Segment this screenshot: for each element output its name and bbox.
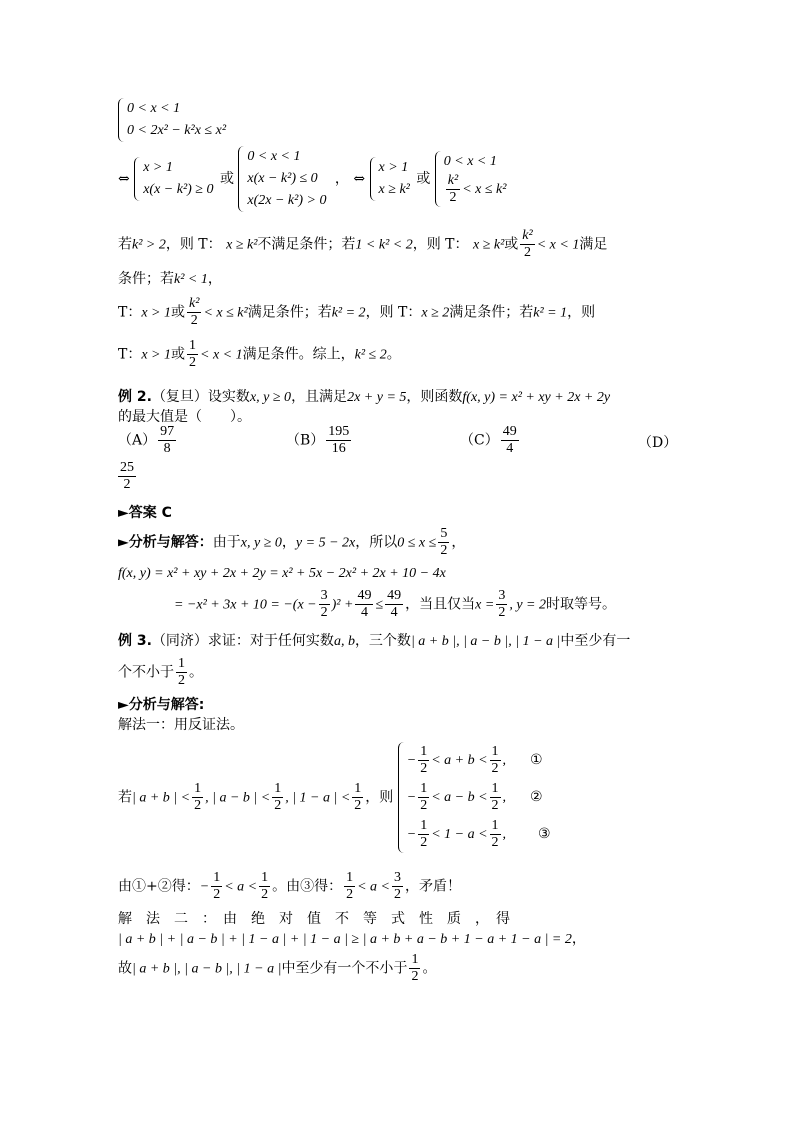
text-ex2-an1c: ，	[281, 534, 296, 551]
ineq-row-1	[407, 742, 551, 779]
fraction	[446, 173, 460, 206]
text-ex3-half-0: 1	[491, 744, 499, 760]
text-ex3-half-1: 2	[491, 835, 499, 851]
text-ex2-text4: 的最大值是（ ）。	[118, 409, 251, 425]
left-brace	[118, 98, 126, 142]
example-2-analysis-3	[174, 588, 616, 621]
text-case-lines-l4g: 。	[386, 346, 401, 363]
fraction	[418, 744, 429, 777]
text-ex3-rows-0-t: ,	[502, 753, 507, 768]
text-equiv-or2: 或	[416, 171, 431, 187]
example-2-analysis-2	[118, 562, 446, 585]
ineq-row-3	[407, 816, 551, 853]
text-case-lines-l4d: < x < 1	[200, 347, 243, 363]
text-ex3-v1: a, b	[333, 634, 355, 649]
text-ex3-m1: 解法一：用反证法。	[118, 717, 244, 733]
text-ex3-m2b: | a + b | + | a − b | + | 1 − a | + | 1 − a | ≥ | a + b + a − b + 1 − a + 1 − a | = 2	[118, 932, 572, 947]
text-ex3-d1a: 由①+②得：	[118, 878, 200, 895]
fraction	[490, 744, 501, 777]
text-ex3-half-1: 2	[411, 969, 419, 984]
option-a	[118, 424, 178, 457]
text-case-lines-l3a: T：	[118, 304, 142, 321]
ineq-row-2	[407, 779, 551, 816]
text-ex2-opts-2-num: 49	[502, 424, 517, 439]
fraction	[158, 424, 176, 457]
text-ex3-rows-2-m: < 1 − a <	[431, 827, 488, 842]
system-b	[238, 146, 326, 212]
text-case-lines-l4e: 满足条件。综上，	[242, 346, 355, 363]
text-ex2-an1a: 由于	[212, 534, 241, 551]
text-ex3-m3c: 中至少有一个不小于	[281, 960, 408, 977]
text-case-lines-l1g: ，则 T：	[412, 236, 469, 253]
text-ex3-half-1: 2	[420, 761, 428, 777]
system-d	[435, 151, 507, 207]
text-ex3-m2: 解 法 二 ： 由 绝 对 值 不 等 式 性 质 ， 得	[118, 911, 510, 927]
text-ex2-an3d2: 4	[360, 605, 368, 620]
text-ex3-v2: | a + b |, | a − b |, | 1 − a |	[410, 634, 561, 649]
text-ex2-an3n1: 3	[320, 588, 328, 603]
text-case-lines-l4num: 1	[189, 338, 197, 353]
text-equiv-sys-d-tail: < x ≤ k²	[462, 182, 507, 197]
text-case-lines-l2b: k² < 1	[174, 272, 208, 287]
text-case-lines-l3g: ，则 T：	[365, 304, 422, 321]
text-ex3-half-1: 2	[261, 887, 269, 902]
text-ex2-an3n2: 49	[357, 588, 372, 603]
text-ex2-v2: 2x + y = 5	[347, 390, 407, 405]
text-ex3-if-c: , | a − b | <	[205, 790, 271, 806]
text-ex3-half-1: 2	[346, 887, 354, 902]
text-case-lines-l4b: x > 1	[141, 347, 172, 363]
text-case-lines-l1a: 若	[118, 236, 132, 253]
fraction	[490, 818, 501, 851]
text-case-lines-l2a: 条件；若	[118, 271, 174, 287]
text-ex2-opts-3-num: 25	[120, 460, 134, 475]
text-ex2-v3: f(x, y) = x² + xy + 2x + 2y	[462, 390, 611, 405]
option-d-tag: （D）	[638, 435, 678, 451]
text-case-lines-l1num: k²	[522, 228, 533, 243]
text-equiv-sys-d-row1: 0 < x < 1	[443, 154, 497, 169]
text-ex3-half-1: 2	[491, 761, 499, 777]
text-ex2-answer: ►答案 C	[118, 505, 172, 521]
fraction	[352, 781, 363, 814]
text-equiv-comma: ，	[334, 171, 349, 187]
fraction	[355, 588, 373, 621]
text-ex2-an3f: , y = 2	[509, 597, 546, 613]
text-ex3-m3d: 。	[422, 960, 437, 977]
left-brace	[370, 157, 378, 201]
example-3-label: 例 3.	[118, 633, 152, 649]
text-equiv-sys-a-1: x(x − k²) ≥ 0	[143, 182, 214, 197]
text-equiv-sys-b-2: x(2x − k²) > 0	[247, 193, 327, 208]
text-ex2-an1e: ，所以	[355, 534, 398, 551]
text-case-lines-l4f: k² ≤ 2	[354, 347, 387, 363]
text-case-lines-l2c: ，	[207, 271, 222, 287]
text-ex2-an3g: 时取等号。	[545, 596, 616, 613]
text-ex3-half-1: 2	[394, 887, 401, 902]
text-case-lines-l3num: k²	[189, 296, 200, 311]
text-ex3-d1c: < a <	[224, 879, 258, 895]
text-equiv-sys-b-0: 0 < x < 1	[247, 149, 301, 164]
example-3-line-1	[118, 630, 630, 653]
text-ex3-half-0: 1	[420, 781, 428, 797]
conclusion-line	[118, 952, 436, 985]
text-case-lines-l3b: x > 1	[141, 305, 172, 321]
text-case-lines-l1den: 2	[524, 245, 531, 260]
left-brace	[435, 151, 443, 207]
text-ex3-half-0: 1	[346, 870, 354, 885]
text-ex3-half-1: 2	[420, 798, 428, 814]
text-ex3-an-head: ►分析与解答:	[118, 697, 205, 713]
text-ex3-half-1: 2	[420, 835, 428, 851]
text-ex3-d1b: −	[199, 879, 210, 895]
system-c	[370, 157, 410, 201]
fraction	[438, 526, 449, 559]
text-ex3-m3b: | a + b |, | a − b |, | 1 − a |	[132, 961, 282, 977]
fraction	[211, 870, 222, 903]
method-1-title	[118, 714, 244, 736]
text-ex2-an3d: ，当且仅当	[405, 596, 476, 613]
text-case-lines-l1c: ，则 T：	[165, 236, 222, 253]
text-ex3-half-1: 2	[274, 798, 282, 813]
text-equiv-sys-a-0: x > 1	[143, 160, 173, 175]
text-ex2-opts-0-num: 97	[160, 424, 175, 439]
left-brace	[238, 146, 246, 212]
case-line-3	[118, 296, 595, 329]
text-case-lines-l1h: x ≥ k²	[472, 237, 505, 253]
text-ex3-rows-0-mark: ①	[530, 752, 543, 768]
text-ex2-an3c: ≤	[375, 597, 384, 613]
text-case-lines-l3c: 或	[171, 304, 186, 321]
inequality-system	[398, 742, 551, 853]
text-ex3-rows-2-l: −	[406, 827, 417, 842]
top-system-row-2: 0 < 2x² − k²x ≤ x²	[127, 123, 227, 138]
left-brace	[134, 157, 142, 201]
text-ex2-an3d4: 2	[498, 605, 506, 620]
text-equiv-sys-b-1: x(x − k²) ≤ 0	[247, 171, 318, 186]
text-ex3-text4: 个不小于	[118, 664, 174, 681]
example-3-line-2	[118, 656, 203, 689]
text-ex3-if-a: 若	[118, 789, 132, 806]
text-ex3-num: 1	[178, 656, 185, 671]
text-ex2-opts-1-tag: （B）	[286, 432, 325, 449]
text-ex3-rows-1-l: −	[406, 790, 417, 805]
example-2-analysis-1	[118, 526, 465, 559]
text-ex2-an3b: )² +	[331, 597, 354, 613]
text-ex2-opts-1-den: 16	[331, 441, 346, 456]
text-ex3-half-0: 1	[420, 744, 428, 760]
option-b	[286, 424, 353, 457]
top-system-row-1: 0 < x < 1	[127, 101, 181, 116]
text-case-lines-l1b: k² > 2	[132, 237, 166, 253]
text-case-lines-l3d: < x ≤ k²	[203, 305, 248, 321]
example-3-analysis-head	[118, 694, 204, 716]
text-ex3-half-1: 2	[354, 798, 362, 813]
example-2-answer	[118, 502, 172, 524]
option-c	[460, 424, 521, 457]
text-ex3-rows-0-m: < a + b <	[431, 753, 488, 768]
text-ex2-v1: x, y ≥ 0	[249, 390, 292, 405]
fraction	[326, 424, 351, 457]
text-ex3-rows-1-m: < a − b <	[431, 790, 488, 805]
fraction	[385, 588, 403, 621]
top-system	[118, 98, 226, 142]
text-ex3-half-1: 2	[491, 798, 499, 814]
text-ex2-an3d1: 2	[320, 605, 328, 620]
text-ex3-den: 2	[178, 673, 185, 688]
text-ex2-opts-2-den: 4	[506, 441, 514, 456]
text-ex2-an2: f(x, y) = x² + xy + 2x + 2y = x² + 5x − 2x² + 2x + 10 − 4x	[118, 566, 446, 581]
fraction	[118, 460, 136, 493]
text-ex2-an3a: = −x² + 3x + 10 = −(x −	[174, 597, 317, 613]
text-ex2-opts-2-tag: （C）	[460, 432, 499, 449]
text-ex3-half-0: 1	[261, 870, 269, 885]
text-ex3-half-0: 1	[491, 818, 499, 834]
text-ex3-if-d: , | 1 − a | <	[285, 790, 351, 806]
text-ex3-rows-0-l: −	[406, 753, 417, 768]
text-ex3-half-0: 1	[420, 818, 428, 834]
text-case-lines-l1e: 不满足条件；若	[257, 236, 356, 253]
fraction	[272, 781, 283, 814]
fraction	[490, 781, 501, 814]
text-ex2-an3d3: 4	[390, 605, 398, 620]
text-case-lines-l1i: 或	[504, 236, 519, 253]
case-line-2	[118, 268, 222, 291]
text-ex3-half-0: 1	[213, 870, 221, 885]
deduction-line	[118, 870, 461, 903]
text-case-lines-l3den: 2	[190, 313, 198, 328]
method-2-line-1	[118, 908, 510, 930]
text-equiv-sys-c-0: x > 1	[378, 160, 409, 175]
text-case-lines-l1d: x ≥ k²	[226, 237, 258, 253]
text-ex2-opts-3-den: 2	[123, 477, 131, 492]
text-equiv-arrow2: ⇔	[353, 171, 366, 187]
fraction	[259, 870, 270, 903]
fraction	[187, 296, 201, 329]
text-ex3-half-0: 1	[274, 781, 282, 796]
fraction	[192, 781, 203, 814]
text-ex3-rows-1-mark: ②	[530, 789, 543, 805]
text-case-lines-l1k: 满足	[579, 236, 608, 253]
text-ex3-half-0: 1	[411, 952, 419, 967]
text-equiv-arrow: ⇔	[118, 171, 130, 187]
text-ex3-if-e: ，则	[365, 789, 394, 806]
equivalence-line	[118, 146, 506, 212]
text-ex2-opts-0-tag: （A）	[118, 432, 157, 449]
text-case-lines-l1j: < x < 1	[536, 237, 580, 253]
text-ex3-half-1: 2	[213, 887, 221, 902]
text-ex3-text5: 。	[189, 664, 203, 681]
text-ex3-m3a: 故	[118, 960, 132, 977]
system-a	[134, 157, 213, 201]
text-ex2-text3: ，则函数	[406, 389, 463, 405]
text-ex3-text3: 中至少有一	[560, 633, 631, 649]
fraction	[176, 656, 187, 689]
text-case-lines-l3e: 满足条件；若	[247, 304, 332, 321]
text-case-lines-l3f: k² = 2	[331, 305, 366, 321]
text-ex3-if-b: | a + b | <	[132, 790, 191, 806]
text-equiv-sys-c-1: x ≥ k²	[378, 182, 410, 197]
left-brace	[398, 742, 406, 853]
text-ex3-d1d: 。由③得：	[272, 878, 343, 895]
text-ex2-opts-0-den: 8	[163, 441, 171, 456]
text-ex2-text1: （复旦）设实数	[151, 389, 250, 405]
text-ex3-text2: ，三个数	[354, 633, 411, 649]
text-ex3-m2c: ，	[571, 931, 586, 947]
text-case-lines-l3h: x ≥ 2	[421, 305, 450, 321]
text-equiv-or1: 或	[219, 171, 234, 187]
text-ex3-half-0: 1	[491, 781, 499, 797]
text-ex2-an1den: 2	[440, 543, 448, 558]
fraction	[501, 424, 519, 457]
method-2-line-2	[118, 928, 586, 951]
text-equiv-sys-d-num: k²	[447, 173, 459, 189]
fraction	[319, 588, 330, 621]
text-ex3-d1e: < a <	[357, 879, 390, 895]
text-case-lines-l3i: 满足条件；若	[449, 304, 534, 321]
text-ex3-d1num3: 3	[394, 870, 401, 885]
fraction	[496, 588, 507, 621]
text-ex2-an1g: ，	[451, 534, 466, 551]
text-ex3-rows-2-mark: ③	[538, 826, 551, 842]
option-d-value	[118, 460, 138, 493]
text-ex2-an3e: x =	[475, 597, 495, 613]
fraction	[392, 870, 403, 903]
text-case-lines-l4den: 2	[189, 355, 197, 370]
fraction	[418, 781, 429, 814]
example-2-label: 例 2.	[118, 389, 152, 405]
text-case-lines-l3k: ，则	[567, 304, 596, 321]
text-case-lines-l3j: k² = 1	[533, 305, 568, 321]
text-ex3-rows-1-t: ,	[502, 790, 507, 805]
case-line-4	[118, 338, 401, 371]
fraction	[409, 952, 420, 985]
text-case-lines-l1f: 1 < k² < 2	[355, 237, 413, 253]
text-ex2-text2: ，且满足	[291, 389, 348, 405]
fraction	[187, 338, 198, 371]
text-ex2-an1num: 5	[440, 526, 448, 541]
text-ex2-an-head: ►分析与解答：	[118, 534, 213, 551]
fraction	[344, 870, 355, 903]
text-ex3-d1f: ，矛盾！	[405, 878, 461, 895]
text-ex2-an3n4: 3	[498, 588, 506, 603]
text-ex2-an1b: x, y ≥ 0	[240, 535, 282, 551]
fraction	[520, 228, 534, 261]
case-line-1	[118, 228, 607, 261]
contradiction-block	[118, 742, 551, 853]
text-ex3-rows-2-t: ,	[502, 827, 507, 842]
text-ex3-half-1: 2	[194, 798, 202, 813]
text-ex2-opts-1-num: 195	[328, 424, 350, 439]
text-case-lines-l4c: 或	[171, 346, 186, 363]
text-ex3-half-0: 1	[354, 781, 362, 796]
text-equiv-sys-d-den: 2	[449, 190, 457, 206]
text-ex3-half-0: 1	[194, 781, 202, 796]
text-ex2-an1d: y = 5 − 2x	[295, 535, 356, 551]
text-ex2-an1f: 0 ≤ x ≤	[397, 535, 437, 551]
text-case-lines-l4a: T：	[118, 346, 142, 363]
text-ex2-an3n3: 49	[387, 588, 402, 603]
text-ex3-text1: （同济）求证：对于任何实数	[151, 633, 334, 649]
fraction	[418, 818, 429, 851]
